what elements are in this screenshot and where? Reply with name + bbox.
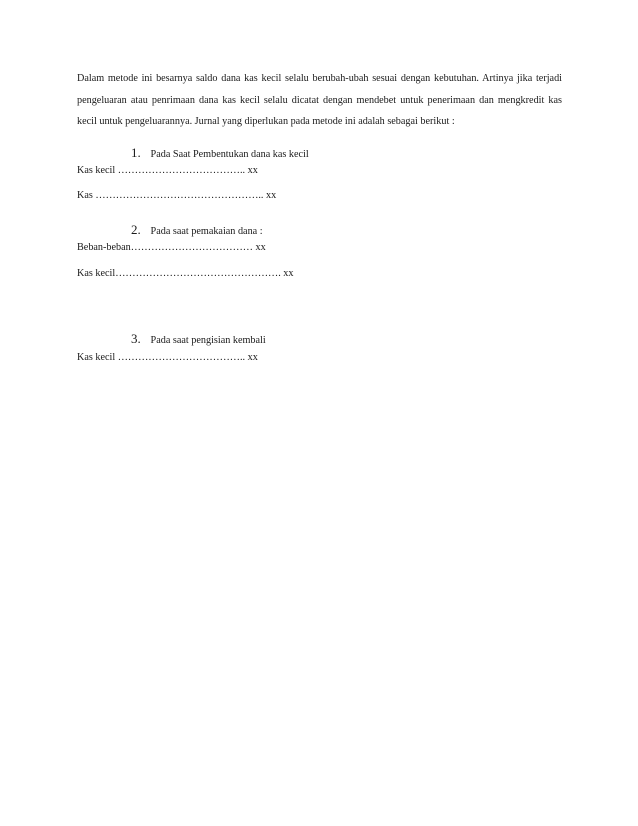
section-heading-1: [131, 145, 309, 161]
section-heading-2: [131, 222, 263, 238]
section-number: 1.: [131, 145, 141, 160]
journal-entry-debit: Kas kecil ……………………………….. xx: [77, 165, 258, 176]
section-title: Pada saat pengisian kembali: [150, 335, 266, 346]
intro-paragraph: Dalam metode ini besarnya saldo dana kas kecil selalu berubah-ubah sesuai dengan kebutuhan. Artinya jika terjadi pengeluaran atau penrimaan dana kas kecil selalu dicatat dengan mendebet untuk penerimaan dan mengkredit kas kecil untuk pengeluarannya. Jurnal yang diperlukan pada metode ini adalah sebagai berikut :: [77, 73, 562, 127]
section-number: 2.: [131, 222, 141, 237]
section-number: 3.: [131, 331, 141, 346]
journal-entry-credit: Kas ………………………………………….. xx: [77, 190, 277, 201]
journal-entry-credit: Kas kecil…………………………………………. xx: [77, 268, 294, 279]
section-heading-3: [131, 331, 266, 347]
journal-entry-debit: Beban-beban……………………………… xx: [77, 242, 266, 253]
section-title: Pada saat pemakaian dana :: [150, 226, 263, 237]
journal-entry-debit: Kas kecil ……………………………….. xx: [77, 352, 258, 363]
section-title: Pada Saat Pembentukan dana kas kecil: [150, 149, 309, 160]
